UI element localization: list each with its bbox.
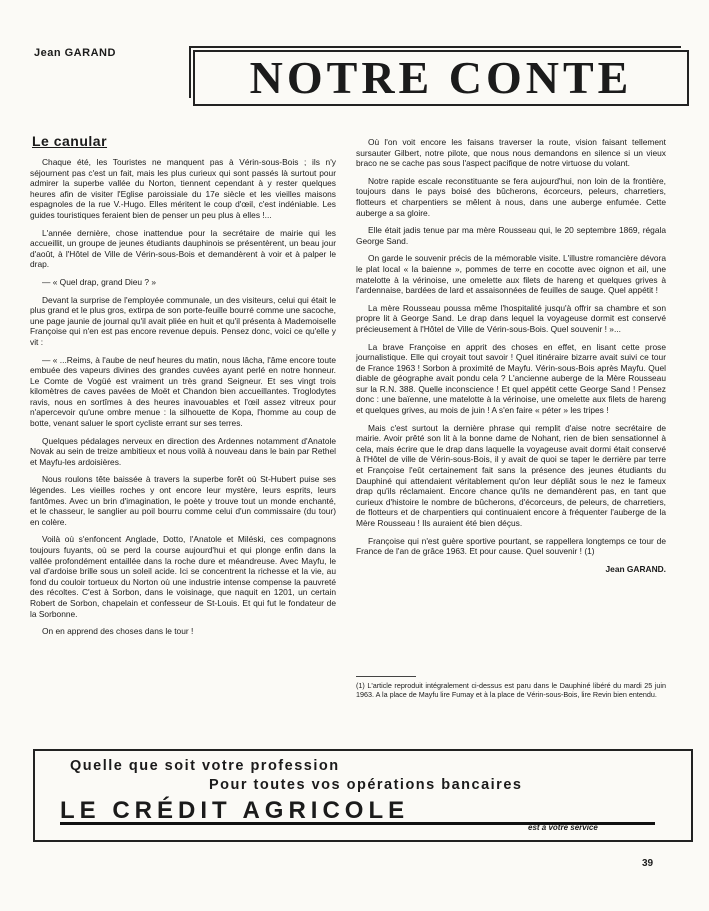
article-column-left: [30, 157, 336, 644]
article-paragraph: Devant la surprise de l'employée communale, un des visiteurs, celui qui était le plus grand et le plus gros, extirpa de son porte-feuille bourré comme une sacoche, une page jaunie de journal qu'il avait pliée en huit et qu'il présenta à Mademoiselle Françoise qui n'en est pas encore revenue depuis. Pensez donc, voici ce qu'elle y vit :: [30, 294, 336, 347]
article-paragraph: On garde le souvenir précis de la mémorable visite. L'illustre romancière dévora le plat local « la baienne », pommes de terre en cocotte avec oignon et ail, une matelotte à la vérinoise, une omelette aux filets de hareng et quelques grives à l'ardennaise, bardées de lard et assaisonnées de feuilles de sauge. Quel appétit !: [356, 253, 666, 296]
advert-line-1: Quelle que soit votre profession: [70, 758, 340, 774]
title-frame: [193, 50, 689, 106]
article-paragraph: Nous roulons tête baissée à travers la superbe forêt où St-Hubert puise ses légendes. Les vieilles roches y ont encore leur mystère, leurs esprits, leurs fantômes. Avec un brin d'imagination, le poète y trouve tout un monde enchanté, et le chasseur, le sanglier au poil bourru comme celui d'un commissaire (du tour) en colère.: [30, 474, 336, 527]
article-paragraph: Quelques pédalages nerveux en direction des Ardennes notamment d'Anatole Novak au sein de treize ambitieux et nous voilà à nouveau dans le bain par Rethel et Mayfu-les ardoisières.: [30, 435, 336, 467]
article-paragraph: Où l'on voit encore les faisans traverser la route, vision faisant tellement sursauter Gilbert, notre pilote, que nous nous demandons en silence si un vieux braco ne se cache pas sous l'aspect pacifique de notre virtuose du volant.: [356, 137, 666, 169]
article-paragraph: La mère Rousseau poussa même l'hospitalité jusqu'à offrir sa chambre et son propre lit à George Sand. Le drap dans lequel la voyageuse dormit est conservé précieusement à l'Hôtel de Ville de Vérin-sous-Bois. Quel souvenir ! »...: [356, 302, 666, 334]
article-heading: Le canular: [32, 133, 108, 149]
article-paragraph: Elle était jadis tenue par ma mère Rousseau qui, le 20 septembre 1869, régala George Sand.: [356, 225, 666, 246]
author-name: Jean GARAND: [34, 47, 116, 59]
article-signature: Jean GARAND.: [605, 563, 666, 574]
advert-line-2: Pour toutes vos opérations bancaires: [209, 777, 523, 793]
article-paragraph: Mais c'est surtout la dernière phrase qui remplit d'aise notre secrétaire de mairie. Avoir prêté son lit à la bonne dame de Nohant, rien de bien sensationnel à cela, mais écrire que le drap dans laquelle la voyageuse avait dormi était conservé à l'Hôtel de ville de Vérin-sous-Bois, il y avait de quoi se taper le derrière par terre et Françoise l'eût certainement fait sans la présence des jeunes étudiants du Dauphiné qui attendaient véritablement qu'on leur dépliât sous le nez le fameux drap qu'ils réclamaient. Encore chance qu'ils ne demandèrent pas, en tant que curieux d'histoire le nombre de bûcherons, d'écorceurs, de peleurs, de charretiers, de flotteurs et de charpentiers qui continuaient encore à fréquenter l'auberge de la Mère Rousseau ! Ils auraient été bien déçus.: [356, 422, 666, 528]
article-paragraph: Voilà où s'enfoncent Anglade, Dotto, l'Anatole et Miléski, ces compagnons toujours fuyants, où se perd la course aujourd'hui et qui plonge enfin dans la vallée profondément entaillée dans la roche dure et méandreuse. Avec Mayfu, le val d'ardoise brille sous un soleil acide. Ici se concentrent la richesse et la vie, au fond du couloir tortueux du Norton où une industrie intense compense la pauvreté des récoltes. C'est à Sorbon, dans le voisinage, que naquit en 1201, un certain Robert de Sorbon, chapelain et confesseur de St-Louis. Et qui fut le fondateur de la Sorbonne.: [30, 534, 336, 619]
page-number: 39: [642, 858, 654, 869]
article-paragraph: L'année dernière, chose inattendue pour la secrétaire de mairie qui les accueillit, un groupe de jeunes étudiants dauphinois se présentèrent, un beau jour d'août, à l'Hôtel de Ville de Vérin-sous-Bois et demandèrent à voir et à palper le drap.: [30, 227, 336, 270]
article-paragraph: Chaque été, les Touristes ne manquent pas à Vérin-sous-Bois ; ils n'y séjournent pas c'est un fait, mais les plus curieux qui sont passés là surtout pour admirer la superbe vallée du Norton, tiennent cependant à y rester quelques heures afin de visiter l'Eglise paroissiale du 17e siècle et les vieilles maisons espagnoles de la rue V.-Hugo. Elles méritent le coup d'œil, c'est indéniable. Les guides touristiques feraient bien de penser un peu plus à elles !...: [30, 157, 336, 220]
article-column-right: [356, 137, 666, 574]
article-paragraph: Françoise qui n'est guère sportive pourtant, se rappellera longtemps ce tour de France de l'an de grâce 1963. Et pour cause. Quel souvenir ! (1): [356, 535, 666, 557]
article-paragraph: On en apprend des choses dans le tour !: [42, 626, 194, 637]
article-paragraph: La brave Françoise en apprit des choses en effet, en lisant cette prose journalistique. Elle qui croyait tout savoir ! Quel itinéraire bizarre avait suivi ce tour de France 1963 ! Sorbon à proximité de Mayfu. Vérin-sous-Bois après Mayfu. Quel diable de géographe avait pondu cela ? L'ancienne auberge de la Mère Rousseau sur la R.N. 388. Quelle inconscience ! Et quel appétit cette George Sand ! Pensez donc : une baïenne, une matelotte à la vérinoise, une omelette aux filets de hareng et quelques grives, au mois de juin ! A s'en faire « péter » les tripes !: [356, 341, 666, 416]
footnote-divider: [356, 676, 416, 677]
article-paragraph: — « Quel drap, grand Dieu ? »: [42, 276, 157, 287]
page-title: NOTRE CONTE: [249, 52, 633, 103]
footnote: (1) L'article reproduit intégralement ci-dessus est paru dans le Dauphiné libéré du mardi 25 juin 1963. A la place de Mayfu lire Fumay et à la place de Vérin-sous-Bois, lire Revin bien entendu.: [356, 681, 666, 699]
article-paragraph: Notre rapide escale reconstituante se fera aujourd'hui, non loin de la frontière, toujours dans le pays boisé des bûcherons, écorceurs, peleurs, charretiers, flotteurs et charpentiers se mêlent à nous, dans une auberge enfumée. Cette auberge a sa gloire.: [356, 175, 666, 218]
advert-tagline: est à votre service: [528, 823, 598, 832]
advert-brand: LE CRÉDIT AGRICOLE: [60, 797, 410, 824]
article-paragraph: — « ...Reims, à l'aube de neuf heures du matin, nous lâcha, l'âme encore toute embuée des vapeurs divines des grandes cuvées ayant perlé en notre honneur. Le Comte de Vogüé est vraiment un très grand Seigneur. Et ses vingt trois kilomètres de caves pavées de Moët et Chandon bien accueillantes. Troglodytes ravis, nous en sortîmes à des heures inavouables et l'œil assez vitreux pour n'apercevoir qu'une ombre menue : la silhouette de Kopa, l'homme au coup de botte, venant saluer le sport cycliste errant sur ses terres.: [30, 354, 336, 429]
